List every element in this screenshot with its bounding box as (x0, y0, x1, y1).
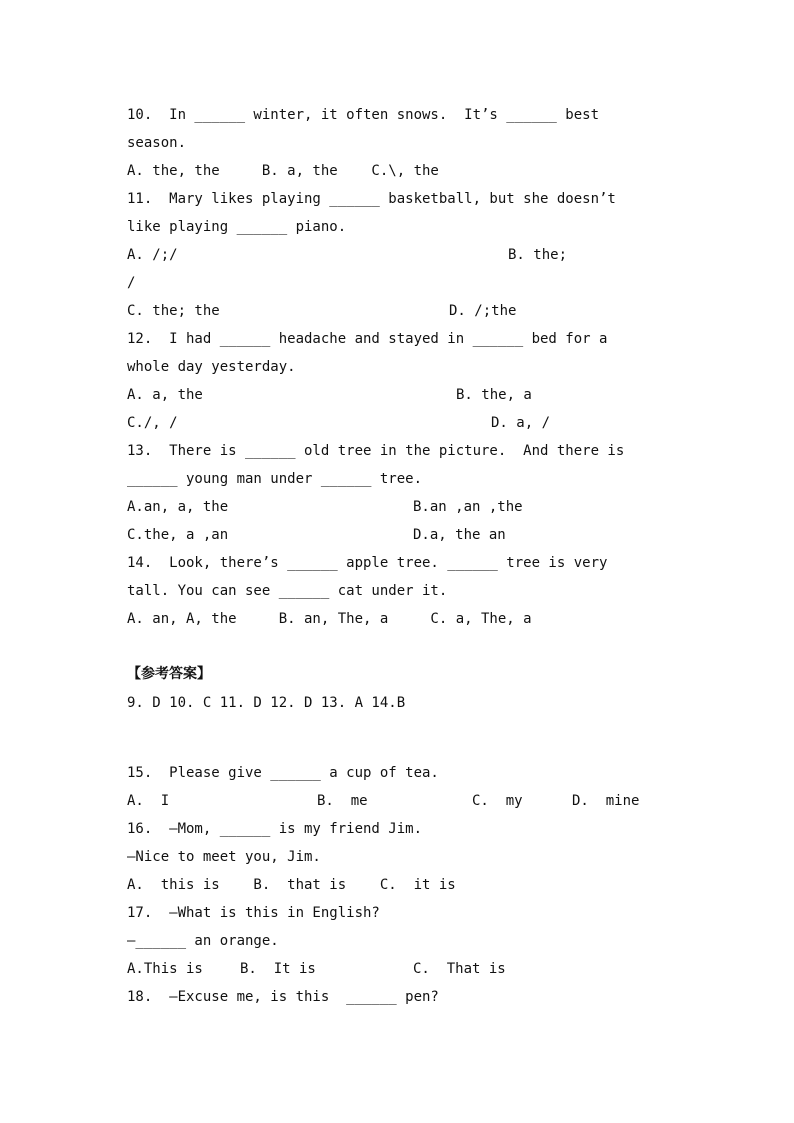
q11-option-b-continued: / (127, 275, 136, 291)
q13-option-a: A.an, a, the (127, 499, 229, 515)
q18-stem: 18. –Excuse me, is this ______ pen? (127, 989, 439, 1005)
q17-option-a: A.This is (127, 961, 203, 977)
q13-stem-line2: ______ young man under ______ tree. (127, 471, 423, 487)
q14-options: A. an, A, the B. an, The, a C. a, The, a (127, 611, 532, 627)
q11-option-a: A. /;/ (127, 247, 178, 263)
q13-stem-line1: 13. There is ______ old tree in the picture. And there is (127, 443, 625, 459)
q16-stem-line1: 16. –Mom, ______ is my friend Jim. (127, 821, 423, 837)
q14-stem-line2: tall. You can see ______ cat under it. (127, 583, 448, 599)
q13-option-d: D.a, the an (413, 527, 506, 543)
q16-options: A. this is B. that is C. it is (127, 877, 456, 893)
q17-option-b: B. It is (240, 961, 316, 977)
q13-option-c: C.the, a ,an (127, 527, 229, 543)
answer-key-heading: 【参考答案】 (127, 666, 211, 682)
q12-stem-line2: whole day yesterday. (127, 359, 296, 375)
q15-option-a: A. I (127, 793, 170, 809)
answer-key-text: 9. D 10. C 11. D 12. D 13. A 14.B (127, 695, 406, 711)
q12-stem-line1: 12. I had ______ headache and stayed in ______ bed for a (127, 331, 608, 347)
q15-stem: 15. Please give ______ a cup of tea. (127, 765, 439, 781)
q17-stem-line2: –______ an orange. (127, 933, 279, 949)
q15-option-b: B. me (317, 793, 368, 809)
q11-option-b: B. the; (508, 247, 568, 263)
q11-stem-line1: 11. Mary likes playing ______ basketball, but she doesn’t (127, 191, 616, 207)
q10-stem-line2: season. (127, 135, 187, 151)
q12-option-c: C./, / (127, 415, 178, 431)
q14-stem-line1: 14. Look, there’s ______ apple tree. ______ tree is very (127, 555, 608, 571)
q17-stem-line1: 17. –What is this in English? (127, 905, 380, 921)
q12-option-d: D. a, / (491, 415, 551, 431)
q16-stem-line2: –Nice to meet you, Jim. (127, 849, 321, 865)
q11-option-d: D. /;the (449, 303, 517, 319)
q12-option-b: B. the, a (456, 387, 532, 403)
q11-option-c: C. the; the (127, 303, 220, 319)
q15-option-c: C. my (472, 793, 523, 809)
q15-option-d: D. mine (572, 793, 640, 809)
q10-stem-line1: 10. In ______ winter, it often snows. It’s ______ best (127, 107, 600, 123)
q13-option-b: B.an ,an ,the (413, 499, 523, 515)
q10-options: A. the, the B. a, the C.\, the (127, 163, 439, 179)
q12-option-a: A. a, the (127, 387, 203, 403)
q11-stem-line2: like playing ______ piano. (127, 219, 347, 235)
q17-option-c: C. That is (413, 961, 506, 977)
